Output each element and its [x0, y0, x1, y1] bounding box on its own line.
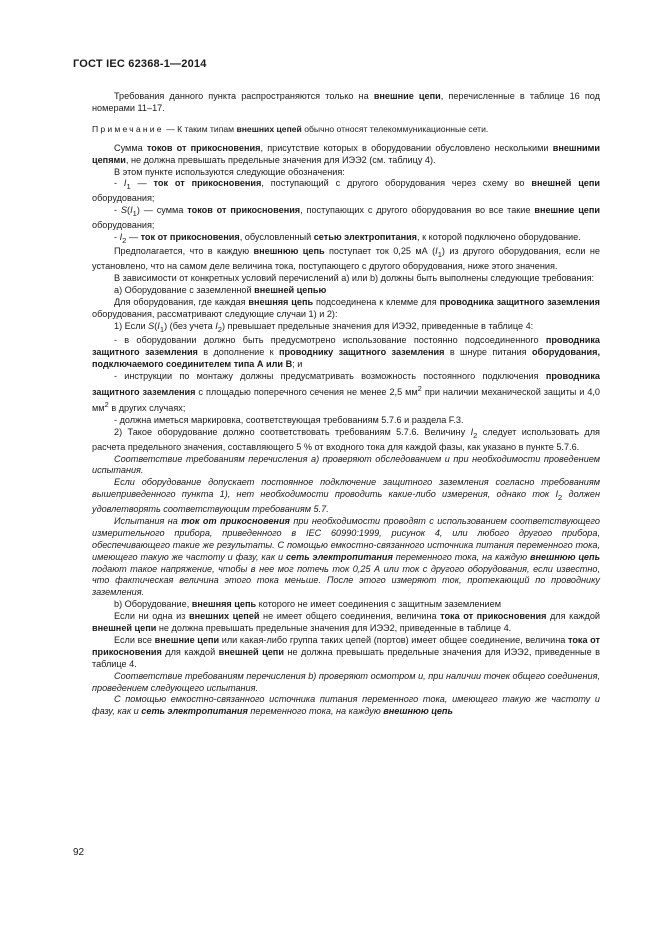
- paragraph-assumption: Предполагается, что в каждую внешнюю цепь поступает ток 0,25 мА $(I_1)$ из другого оборудования, если не установлено, что на самом деле величина тока, поступающего с другого оборудования, ниже этого значения.: [92, 246, 600, 272]
- list-item-sum-i1: - $S(I_1)$ — сумма токов от прикосновения, поступающих с другого оборудования во все такие внешние цепи оборудования;: [92, 205, 600, 230]
- paragraph-scope: Требования данного пункта распространяются только на внешние цепи, перечисленные в таблице 16 под номерами 11–17.: [92, 91, 601, 113]
- subheading-a: a) Оборудование с заземленной внешней цепью: [114, 285, 327, 295]
- compliance-a-permanent: Если оборудование допускает постоянное подключение защитного заземления согласно требованиям вышеприведенного пункта 1), нет необходимости проводить какие-либо измерения, однако ток $I_2$ должен удовлетворять соответствующим требованиям 5.7.: [92, 477, 600, 514]
- compliance-a: Соответствие требованиям перечисления a) проверяют обследованием и при необходимости проведением испытания.: [92, 453, 600, 476]
- compliance-b: Соответствие требованиям перечисления b) проверяют осмотром и, при наличии точек общего соединения, проведением следующего испытания.: [92, 670, 600, 693]
- paragraph-a-intro: Для оборудования, где каждая внешняя цепь подсоединена к клемме для проводника защитного заземления оборудования, рассматривают следующие случаи 1) и 2):: [92, 296, 600, 319]
- subheading-b: b) Оборудование, внешняя цепь которого не имеет соединения с защитным заземлением: [114, 599, 501, 610]
- page-content: [92, 91, 600, 718]
- paragraph-b-no-common: Если ни одна из внешних цепей не имеет общего соединения, величина тока от прикосновения для каждой внешней цепи не должна превышать предельные значения для ИЭЭ2, приведенные в таблице 4.: [92, 611, 601, 634]
- case-2: 2) Такое оборудование должно соответствовать требованиям 5.7.6. Величину $I_2$ следует использовать для расчета предельного значения, составляющего 5 % от входного тока для каждой фазы, как указано в пункте 5.7.6.: [92, 426, 600, 452]
- paragraph-conditions: В зависимости от конкретных условий перечислений a) или b) должны быть выполнены следующие требования:: [114, 273, 595, 284]
- list-item-i2: - $I_2$ — ток от прикосновения, обусловленный сетью электропитания, к которой подключено оборудование.: [114, 231, 581, 245]
- paragraph-sum: Сумма токов от прикосновения, присутствие которых в оборудовании обусловлено несколькими внешними цепями, не должна превышать предельные значения для ИЭЭ2 (см. таблицу 4).: [92, 142, 601, 165]
- case-1: 1) Если $S(I_1)$ (без учета $I_2$) превышает предельные значения для ИЭЭ2, приведенные в таблице 4:: [114, 320, 534, 334]
- paragraph-notation-intro: В этом пункте используются следующие обозначения:: [114, 166, 345, 177]
- page-number: 92: [73, 847, 85, 858]
- paragraph-b-common: Если все внешние цепи или какая-либо группа таких цепей (портов) имеет общее соединение, величина тока от прикосновения для каждой внешней цепи не должна превышать предельные значения для ИЭЭ2, приведенные в таблице 4.: [92, 634, 600, 669]
- compliance-b-test: С помощью емкостно-связанного источника питания переменного тока, имеющего такую же частоту и фазу, как и сеть электропитания переменного тока, на каждую внешнюю цепь: [92, 694, 600, 717]
- note: Примечание — К таким типам внешних цепей обычно относят телекоммуникационные сети.: [92, 123, 489, 134]
- case-1-item-marking: - должна иметься маркировка, соответствующая требованиям 5.7.6 и раздела F.3.: [114, 414, 464, 425]
- document-header: ГОСТ IEC 62368-1—2014: [73, 58, 207, 70]
- compliance-a-test: Испытания на ток от прикосновения при необходимости проводят с использованием соответствующего измерительного прибора, приведенного в IEC 60990:1999, рисунок 4, или любого другого прибора, обеспечивающего такие же результаты. С помощью емкостно-связанного источника питания переменного тока, имеющего такую же частоту и фазу, как и сеть электропитания переменного тока, на каждую внешнюю цепь подают такое напряжение, чтобы в нее мог потечь ток 0,25 А или ток с другого оборудования, если известно, что фактическая величина этого тока меньше. После этого измеряют ток, протекающий по проводнику заземления.: [92, 515, 601, 598]
- case-1-item-instructions: - инструкции по монтажу должны предусматривать возможность постоянного подключения проводника защитного заземления с площадью поперечного сечения не менее 2,5 $мм^2$ при наличии механической защиты и 4,0 $мм^2$ в других случаях;: [92, 371, 601, 414]
- case-1-item-equipment: - в оборудовании должно быть предусмотрено использование постоянно подсоединенного проводника защитного заземления в дополнение к проводнику защитного заземления в шнуре питания оборудования, подключаемого соединителем типа А или В; и: [92, 335, 600, 370]
- list-item-i1: - $I_1$ — ток от прикосновения, поступающий с другого оборудования через схему во внешней цепи оборудования;: [92, 178, 600, 204]
